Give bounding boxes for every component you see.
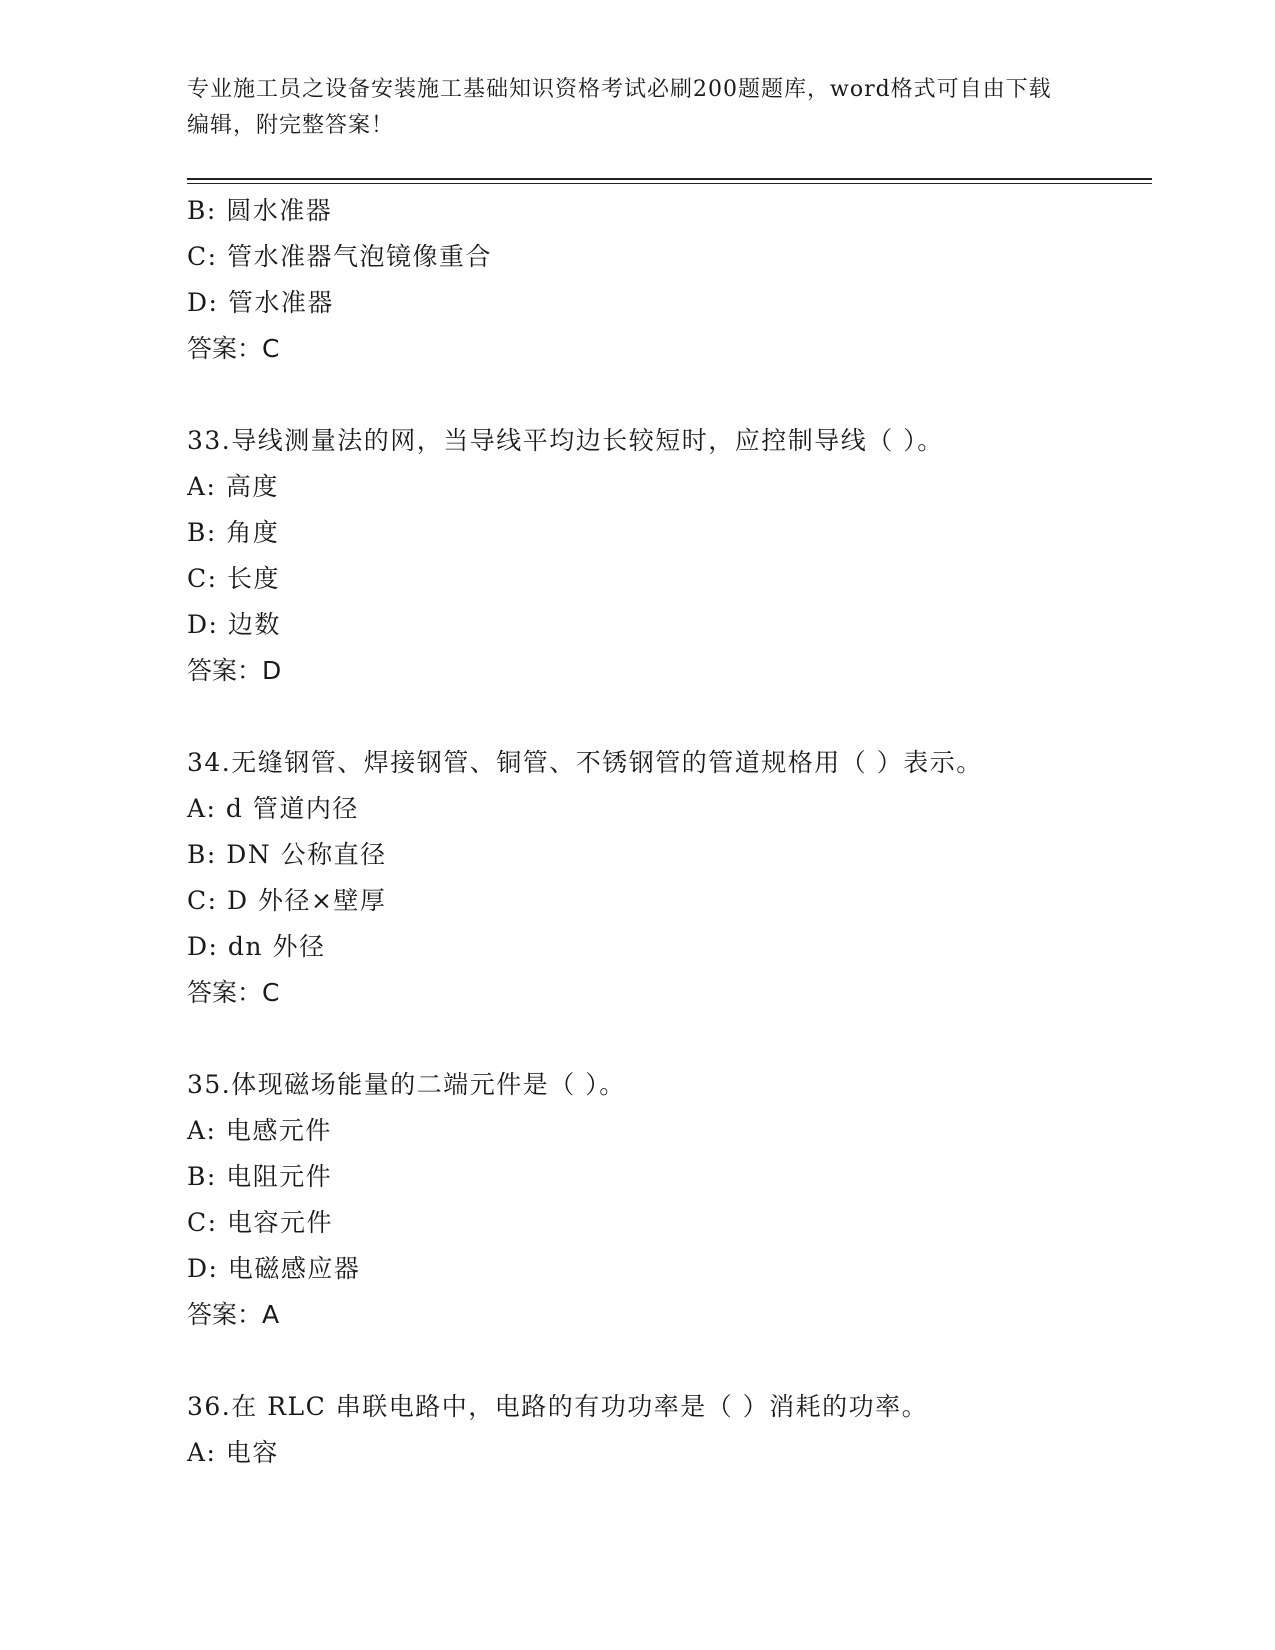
option-d: D: 电磁感应器 xyxy=(187,1254,361,1283)
option-d: D: 边数 xyxy=(187,610,281,639)
option-b: B: 电阻元件 xyxy=(187,1162,333,1191)
question-stem: 34.无缝钢管、焊接钢管、铜管、不锈钢管的管道规格用（ ）表示。 xyxy=(187,748,983,777)
option-a: A: 电容 xyxy=(187,1438,279,1467)
question-stem: 33.导线测量法的网，当导线平均边长较短时，应控制导线（ ）。 xyxy=(187,426,944,455)
option-c: C: 长度 xyxy=(187,564,280,593)
option-d: D: 管水准器 xyxy=(187,288,334,317)
option-b: B: DN 公称直径 xyxy=(187,840,387,869)
option-a: A: 高度 xyxy=(187,472,279,501)
option-a: A: 电感元件 xyxy=(187,1116,332,1145)
option-d: D: dn 外径 xyxy=(187,932,326,961)
option-b: B: 角度 xyxy=(187,518,280,547)
answer: 答案：D xyxy=(187,656,282,685)
question-stem: 36.在 RLC 串联电路中，电路的有功功率是（ ）消耗的功率。 xyxy=(187,1392,929,1421)
question-stem: 35.体现磁场能量的二端元件是（ ）。 xyxy=(187,1070,626,1099)
question-list xyxy=(187,188,1152,1476)
header-rule-thin xyxy=(187,183,1152,184)
option-a: A: d 管道内径 xyxy=(187,794,359,823)
document-header: 专业施工员之设备安装施工基础知识资格考试必刷200题题库，word格式可自由下载编辑，附完整答案！ xyxy=(187,77,1052,138)
header-rule-thick xyxy=(187,178,1152,180)
option-c: C: 管水准器气泡镜像重合 xyxy=(187,242,492,271)
option-c: C: D 外径×壁厚 xyxy=(187,886,387,915)
answer: 答案：A xyxy=(187,1300,280,1329)
option-b: B: 圆水准器 xyxy=(187,196,333,225)
answer: 答案：C xyxy=(187,334,280,363)
answer: 答案：C xyxy=(187,978,280,1007)
option-c: C: 电容元件 xyxy=(187,1208,333,1237)
